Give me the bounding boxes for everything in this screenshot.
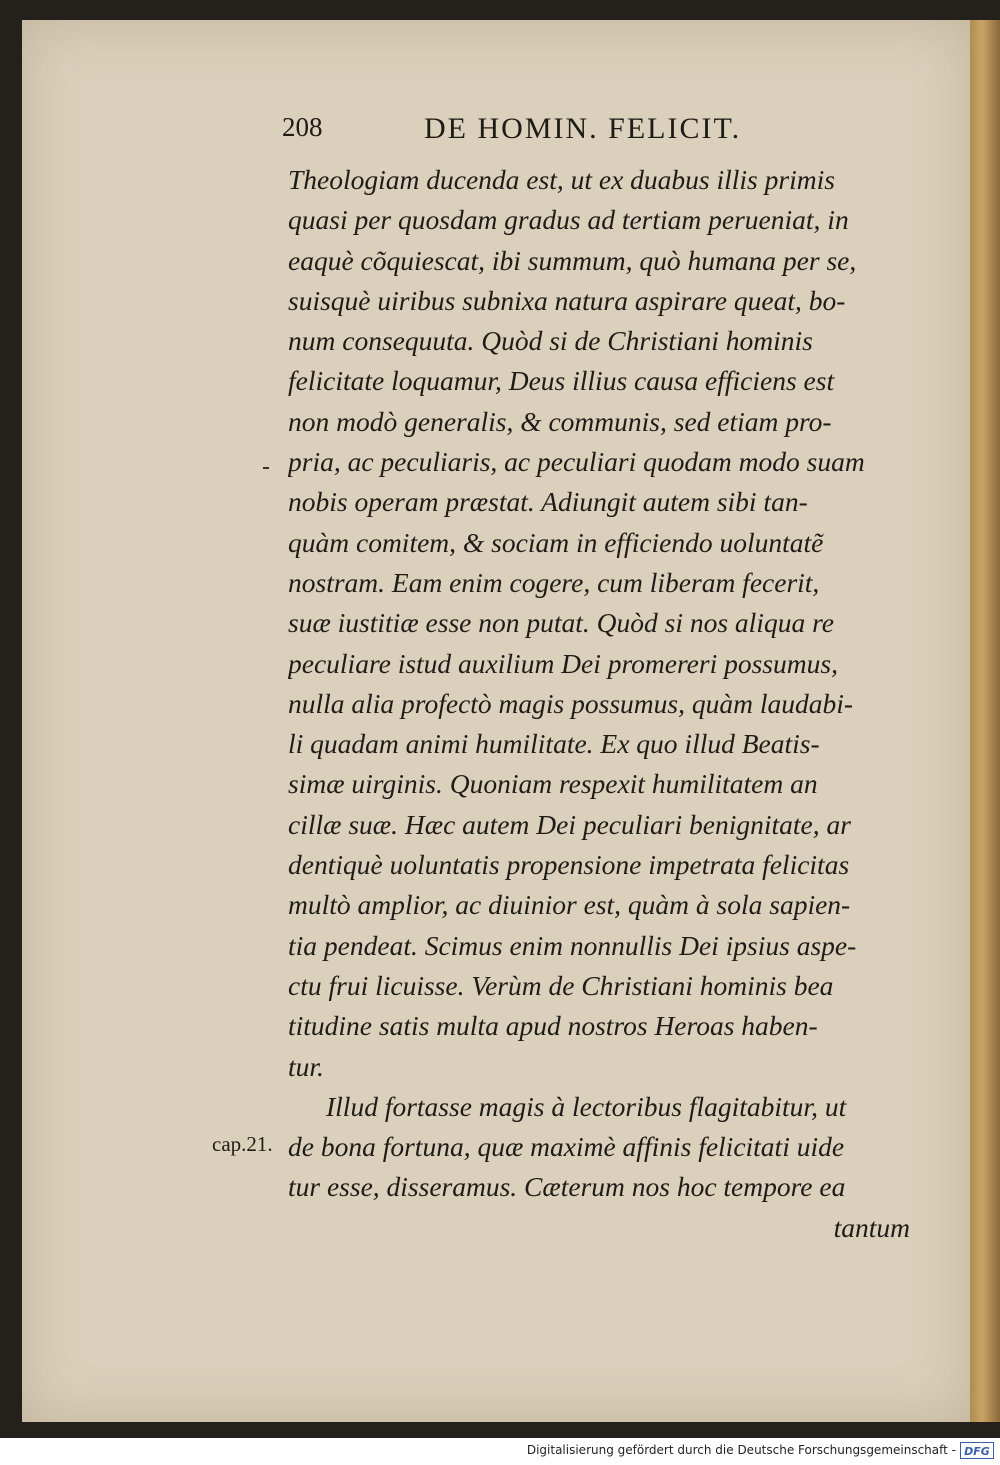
margin-note: cap.21. (212, 1132, 273, 1156)
text-line: peculiare istud auxilium Dei promereri possumus, (288, 647, 838, 679)
text-line: suisquè uiribus subnixa natura aspirare queat, bo- (288, 284, 846, 316)
text-line: cillæ suæ. Hæc autem Dei peculiari benignitate, ar (288, 808, 851, 840)
footer-bar (0, 1438, 1000, 1465)
text-line: Illud fortasse magis à lectoribus flagitabitur, ut (326, 1090, 847, 1122)
text-line: titudine satis multa apud nostros Heroas haben- (288, 1010, 818, 1042)
text-line: de bona fortuna, quæ maximè affinis felicitati uide (288, 1131, 845, 1163)
text-line: nostram. Eam enim cogere, cum liberam fecerit, (288, 566, 820, 598)
page-edge (970, 20, 1000, 1422)
text-line: pria, ac peculiaris, ac peculiari quodam modo suam (288, 446, 865, 478)
text-line: ctu frui licuisse. Verùm de Christiani hominis bea (288, 969, 834, 1001)
text-line: suæ iustitiæ esse non putat. Quòd si nos aliqua re (288, 607, 834, 639)
text-line: nobis operam præstat. Adiungit autem sibi tan- (288, 486, 808, 518)
text-line: simæ uirginis. Quoniam respexit humilitatem an (288, 768, 818, 800)
text-line: tur. (288, 1050, 324, 1082)
running-head (282, 112, 902, 146)
text-line: li quadam animi humilitate. Ex quo illud Beatis- (288, 728, 820, 760)
text-line: dentiquè uoluntatis propensione impetrata felicitas (288, 849, 850, 881)
text-line: felicitate loquamur, Deus illius causa efficiens est (288, 365, 835, 397)
page-number: 208 (282, 112, 323, 142)
margin-mark (263, 467, 269, 469)
body-text (288, 160, 910, 1248)
text-line: tur esse, disseramus. Cæterum nos hoc tempore ea (288, 1171, 846, 1203)
dfg-logo: DFG (960, 1442, 994, 1459)
running-title: DE HOMIN. FELICIT. (424, 112, 742, 145)
text-line: tia pendeat. Scimus enim nonnullis Dei ipsius aspe- (288, 929, 857, 961)
text-line: num consequuta. Quòd si de Christiani hominis (288, 325, 813, 357)
text-line: eaquè cõquiescat, ibi summum, quò humana per se, (288, 244, 857, 276)
footer-credit: Digitalisierung gefördert durch die Deutsche Forschungsgemeinschaft - (526, 1443, 956, 1457)
text-line: non modò generalis, & communis, sed etiam pro- (288, 405, 832, 437)
text-line: multò amplior, ac diuinior est, quàm à sola sapien- (288, 889, 851, 921)
text-line: Theologiam ducenda est, ut ex duabus illis primis (288, 164, 835, 195)
text-line: nulla alia profectò magis possumus, quàm laudabi- (288, 687, 854, 719)
catchword: tantum (833, 1211, 910, 1243)
text-line: quàm comitem, & sociam in efficiendo uoluntatẽ (288, 526, 824, 558)
text-line: quasi per quosdam gradus ad tertiam perueniat, in (288, 204, 849, 236)
